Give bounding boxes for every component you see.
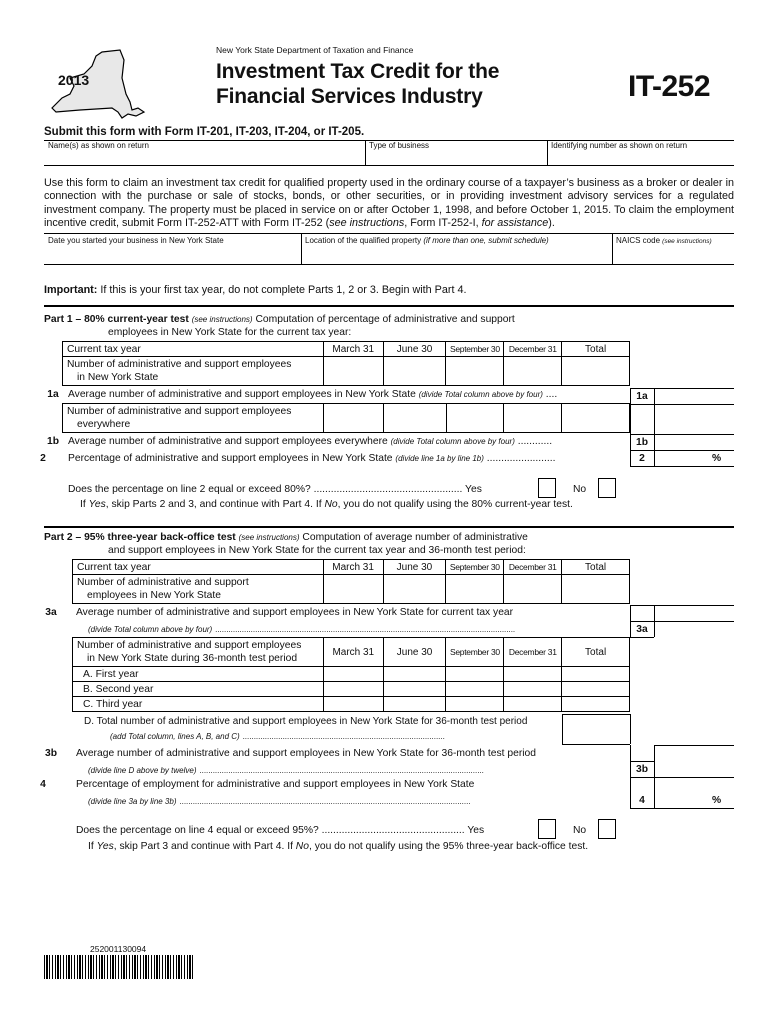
naics-field[interactable] [613, 246, 734, 263]
box-1a-label: 1a [636, 391, 648, 402]
line-2-number: 2 [40, 453, 46, 464]
line-1a-text: Average number of administrative and support employees in New York State (divide Total column above by four) .... [68, 389, 558, 400]
year-a-december-field[interactable] [504, 667, 562, 682]
line-3b-field[interactable] [655, 746, 734, 776]
ny-december-field[interactable] [504, 357, 562, 386]
col-september-30: September 30 [446, 342, 504, 357]
p2-36-col-december-31: December 31 [504, 638, 562, 667]
line-1a-number: 1a [47, 389, 59, 400]
line-1b-field[interactable] [655, 435, 734, 450]
names-field[interactable] [44, 150, 364, 164]
row-ny-employees-label: Number of administrative and support employees in New York State [63, 357, 324, 386]
all-march-field[interactable] [323, 404, 383, 433]
col-march-31: March 31 [323, 342, 383, 357]
box-1b-label: 1b [635, 437, 649, 448]
all-total-field[interactable] [562, 404, 630, 433]
line-3b-text: Average number of administrative and support employees in New York State for 36-month test period [76, 748, 536, 759]
submit-instruction: Submit this form with Form IT-201, IT-203, IT-204, or IT-205. [44, 126, 365, 138]
year-b-label: B. Second year [73, 682, 324, 697]
location-label: Location of the qualified property (if more than one, submit schedule) [305, 236, 549, 245]
year-a-label: A. First year [73, 667, 324, 682]
part1-everywhere-table [62, 403, 630, 433]
year-a-march-field[interactable] [323, 667, 383, 682]
year-c-september-field[interactable] [446, 697, 504, 712]
part2-employee-table [72, 559, 630, 604]
id-number-field[interactable] [548, 150, 734, 164]
p2-col-march-31: March 31 [323, 560, 383, 575]
p2-ny-december-field[interactable] [504, 575, 562, 604]
p2-ny-total-field[interactable] [562, 575, 630, 604]
year-b-march-field[interactable] [323, 682, 383, 697]
line-3a-field[interactable] [655, 606, 734, 636]
line-d-text: D. Total number of administrative and support employees in New York State for 36-month test period [84, 716, 528, 727]
id-number-label: Identifying number as shown on return [551, 141, 688, 150]
part1-skip-instruction: If Yes, skip Parts 2 and 3, and continue with Part 4. If No, you do not qualify using the 80% current-year test. [80, 499, 573, 510]
barcode-number: 252001130094 [90, 944, 147, 954]
col-total: Total [562, 342, 630, 357]
year-c-december-field[interactable] [504, 697, 562, 712]
line-2-percent: % [712, 453, 722, 464]
intro-paragraph: Use this form to claim an investment tax credit for qualified property used in the ordinary course of a taxpayer’s business as a broker or dealer in connection with the purchase or sale of stocks, bonds, or other securities, or in providing investment advisory services for a regulated investment company. The property must be placed in service on or after October 1, 1998, and before October 1, 2015. To claim the employment incentive credit, submit Form IT-252-ATT with Form IT-252 (see instructions, Form IT-252-I, for assistance). [44, 177, 734, 229]
line-4-text: Percentage of employment for administrative and support employees in New York State [76, 779, 475, 790]
p2-ny-march-field[interactable] [323, 575, 383, 604]
line-d-total-field[interactable] [563, 715, 629, 743]
line-3a-text: Average number of administrative and support employees in New York State for current tax year [76, 607, 514, 618]
p2-ny-september-field[interactable] [446, 575, 504, 604]
year-a-september-field[interactable] [446, 667, 504, 682]
line-4-number: 4 [40, 779, 46, 790]
year-c-june-field[interactable] [383, 697, 446, 712]
barcode [44, 955, 194, 979]
year-b-september-field[interactable] [446, 682, 504, 697]
part1-title: Part 1 – 80% current-year test (see instructions) Computation of percentage of administrative and support [44, 314, 515, 325]
all-december-field[interactable] [504, 404, 562, 433]
part2-title: Part 2 – 95% three-year back-office test (see instructions) Computation of average number of administrative [44, 532, 528, 543]
naics-label: NAICS code (see instructions) [616, 236, 712, 245]
box-4-label: 4 [639, 795, 645, 806]
business-type-label: Type of business [369, 141, 430, 150]
part2-question: Does the percentage on line 4 equal or exceed 95%? .................................................. Yes [76, 825, 485, 836]
year-a-total-field[interactable] [562, 667, 630, 682]
agency-name: New York State Department of Taxation and Finance [216, 45, 414, 55]
p2-current-tax-year-label: Current tax year [73, 560, 324, 575]
all-september-field[interactable] [446, 404, 504, 433]
date-started-label: Date you started your business in New York State [48, 236, 224, 245]
current-tax-year-label: Current tax year [63, 342, 324, 357]
col-december-31: December 31 [504, 342, 562, 357]
line-3a-number: 3a [45, 607, 57, 618]
p2-36-col-total: Total [562, 638, 630, 667]
important-note: Important: If this is your first tax year, do not complete Parts 1, 2 or 3. Begin with Part 4. [44, 284, 467, 296]
p2-col-june-30: June 30 [383, 560, 446, 575]
part1-employee-table [62, 341, 630, 386]
part2-desc: and support employees in New York State for the current tax year and 36-month test period: [108, 545, 526, 556]
line-1a-field[interactable] [655, 389, 734, 404]
year-c-total-field[interactable] [562, 697, 630, 712]
year-c-label: C. Third year [73, 697, 324, 712]
part2-36month-table [72, 637, 630, 712]
part2-no-label: No [573, 825, 587, 836]
line-d-note: (add Total column, lines A, B, and C) ........................................................................................... [110, 732, 445, 741]
ny-march-field[interactable] [323, 357, 383, 386]
box-2-label: 2 [639, 453, 645, 464]
p2-col-december-31: December 31 [504, 560, 562, 575]
part1-desc: employees in New York State for the current tax year: [108, 327, 352, 338]
ny-total-field[interactable] [562, 357, 630, 386]
all-june-field[interactable] [383, 404, 446, 433]
business-type-field[interactable] [366, 150, 546, 164]
p2-36-col-march-31: March 31 [323, 638, 383, 667]
part1-question: Does the percentage on line 2 equal or exceed 80%? .................................................... Yes [68, 484, 482, 495]
part2-no-checkbox[interactable] [598, 819, 616, 839]
p2-col-september-30: September 30 [446, 560, 504, 575]
names-field-label: Name(s) as shown on return [48, 141, 149, 150]
p2-ny-june-field[interactable] [383, 575, 446, 604]
part2-skip-instruction: If Yes, skip Part 3 and continue with Part 4. If No, you do not qualify using the 95% three-year back-office test. [88, 841, 589, 852]
location-field[interactable] [302, 246, 611, 263]
year-b-june-field[interactable] [383, 682, 446, 697]
p2-row-36month-label: Number of administrative and support employees in New York State during 36-month test period [73, 638, 324, 667]
row-everywhere-label: Number of administrative and support employees everywhere [63, 404, 324, 433]
form-title: Investment Tax Credit for the Financial Services Industry [216, 60, 500, 108]
part1-yes-checkbox[interactable] [538, 478, 556, 498]
part1-no-label: No [573, 484, 587, 495]
line-1b-number: 1b [46, 436, 60, 447]
box-3b-label: 3b [635, 764, 649, 775]
line-3b-number: 3b [44, 748, 58, 759]
line-4-note: (divide line 3a by line 3b) ................................................................................................................................... [88, 797, 471, 806]
ny-june-field[interactable] [383, 357, 446, 386]
year-a-june-field[interactable] [383, 667, 446, 682]
year-b-total-field[interactable] [562, 682, 630, 697]
form-number: IT-252 [628, 70, 711, 103]
year-c-march-field[interactable] [323, 697, 383, 712]
p2-36-col-september-30: September 30 [446, 638, 504, 667]
part1-no-checkbox[interactable] [598, 478, 616, 498]
p2-col-total: Total [562, 560, 630, 575]
line-2-text: Percentage of administrative and support employees in New York State (divide line 1a by line 1b) ........................ [68, 453, 556, 464]
part2-yes-checkbox[interactable] [538, 819, 556, 839]
year-b-december-field[interactable] [504, 682, 562, 697]
p2-row-ny-label: Number of administrative and support employees in New York State [73, 575, 324, 604]
box-3a-label: 3a [636, 624, 648, 635]
tax-year: 2013 [58, 72, 90, 88]
p2-36-col-june-30: June 30 [383, 638, 446, 667]
date-started-field[interactable] [44, 246, 300, 263]
new-york-state-outline [40, 48, 150, 128]
line-3b-note: (divide line D above by twelve) ................................................................................................................................ [88, 766, 484, 775]
line-1b-text: Average number of administrative and support employees everywhere (divide Total column above by four) ............ [68, 436, 553, 447]
ny-september-field[interactable] [446, 357, 504, 386]
col-june-30: June 30 [383, 342, 446, 357]
line-3a-note: (divide Total column above by four) ....................................................................................................................................... [88, 625, 516, 634]
line-4-percent: % [712, 795, 722, 806]
